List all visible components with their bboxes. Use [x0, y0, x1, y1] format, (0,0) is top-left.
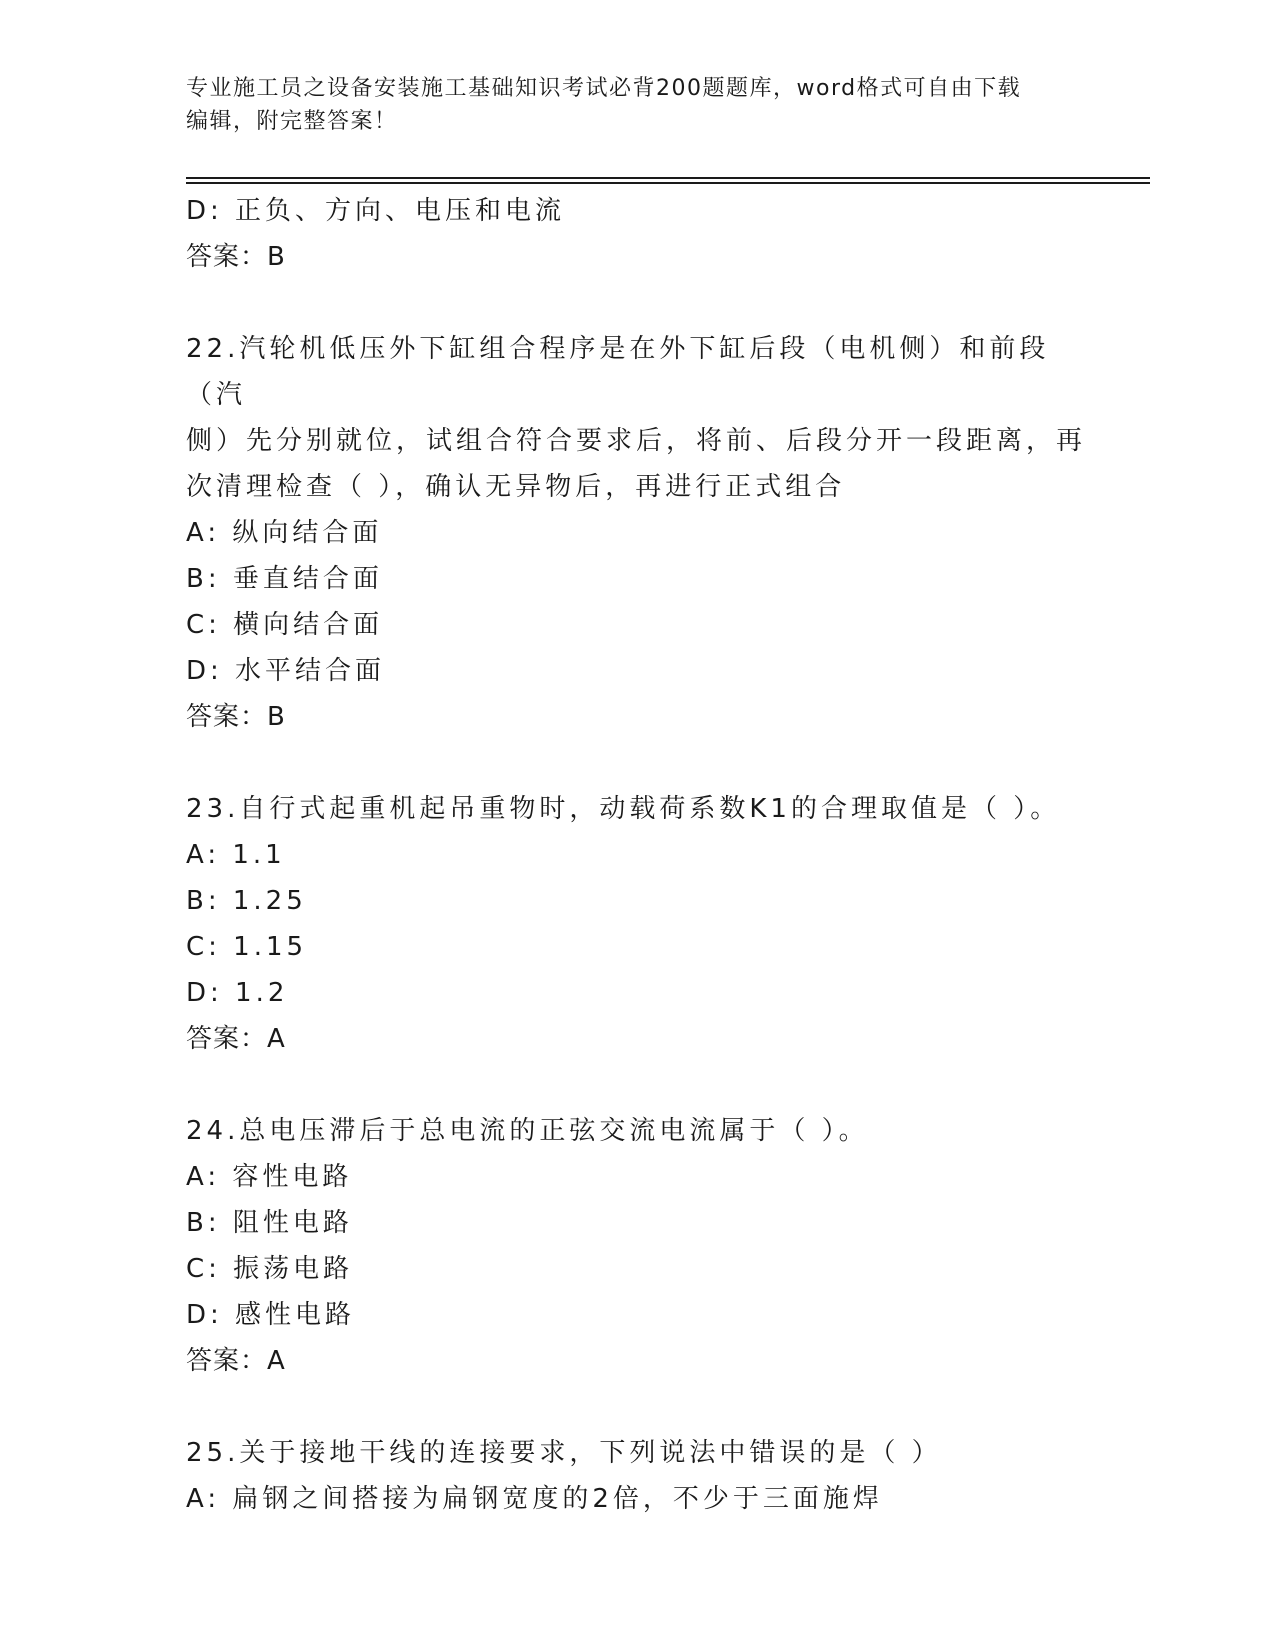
document-header — [186, 72, 1066, 138]
question-21-tail — [186, 188, 1086, 280]
option-d: D: 正负、方向、电压和电流 — [186, 196, 566, 226]
option-d: D: 1.2 — [186, 978, 289, 1008]
spacer — [186, 280, 1086, 326]
question-stem-line-1: 22.汽轮机低压外下缸组合程序是在外下缸后段（电机侧）和前段（汽 — [186, 334, 1050, 410]
spacer — [186, 1384, 1086, 1430]
question-list — [186, 188, 1086, 1522]
question-25 — [186, 1430, 1086, 1522]
option-a: A: 容性电路 — [186, 1162, 353, 1192]
option-c: C: 振荡电路 — [186, 1254, 354, 1284]
answer: 答案：B — [186, 702, 286, 732]
option-b: B: 阻性电路 — [186, 1208, 353, 1238]
question-stem: 24.总电压滞后于总电流的正弦交流电流属于（ ）。 — [186, 1116, 869, 1146]
header-line-1: 专业施工员之设备安装施工基础知识考试必背200题题库，word格式可自由下载 — [186, 76, 1022, 101]
option-a: A: 纵向结合面 — [186, 518, 383, 548]
question-stem: 25.关于接地干线的连接要求，下列说法中错误的是（ ） — [186, 1438, 942, 1468]
question-23 — [186, 786, 1086, 1062]
option-d: D: 水平结合面 — [186, 656, 386, 686]
header-rule-top — [186, 177, 1150, 179]
question-stem-line-2: 侧）先分别就位，试组合符合要求后，将前、后段分开一段距离，再 — [186, 426, 1087, 456]
option-c: C: 横向结合面 — [186, 610, 384, 640]
header-rule-bottom — [186, 182, 1150, 184]
answer: 答案：A — [186, 1346, 286, 1376]
spacer — [186, 1062, 1086, 1108]
option-c: C: 1.15 — [186, 932, 308, 962]
answer: 答案：B — [186, 242, 286, 272]
spacer — [186, 740, 1086, 786]
question-stem-line-3: 次清理检查（ ），确认无异物后，再进行正式组合 — [186, 472, 846, 502]
answer: 答案：A — [186, 1024, 286, 1054]
question-stem: 23.自行式起重机起吊重物时，动载荷系数K1的合理取值是（ ）。 — [186, 794, 1061, 824]
option-b: B: 1.25 — [186, 886, 307, 916]
header-line-2: 编辑，附完整答案！ — [186, 109, 398, 134]
option-d: D: 感性电路 — [186, 1300, 356, 1330]
question-22 — [186, 326, 1086, 740]
question-24 — [186, 1108, 1086, 1384]
option-b: B: 垂直结合面 — [186, 564, 383, 594]
option-a: A: 1.1 — [186, 840, 286, 870]
option-a: A: 扁钢之间搭接为扁钢宽度的2倍，不少于三面施焊 — [186, 1484, 883, 1514]
